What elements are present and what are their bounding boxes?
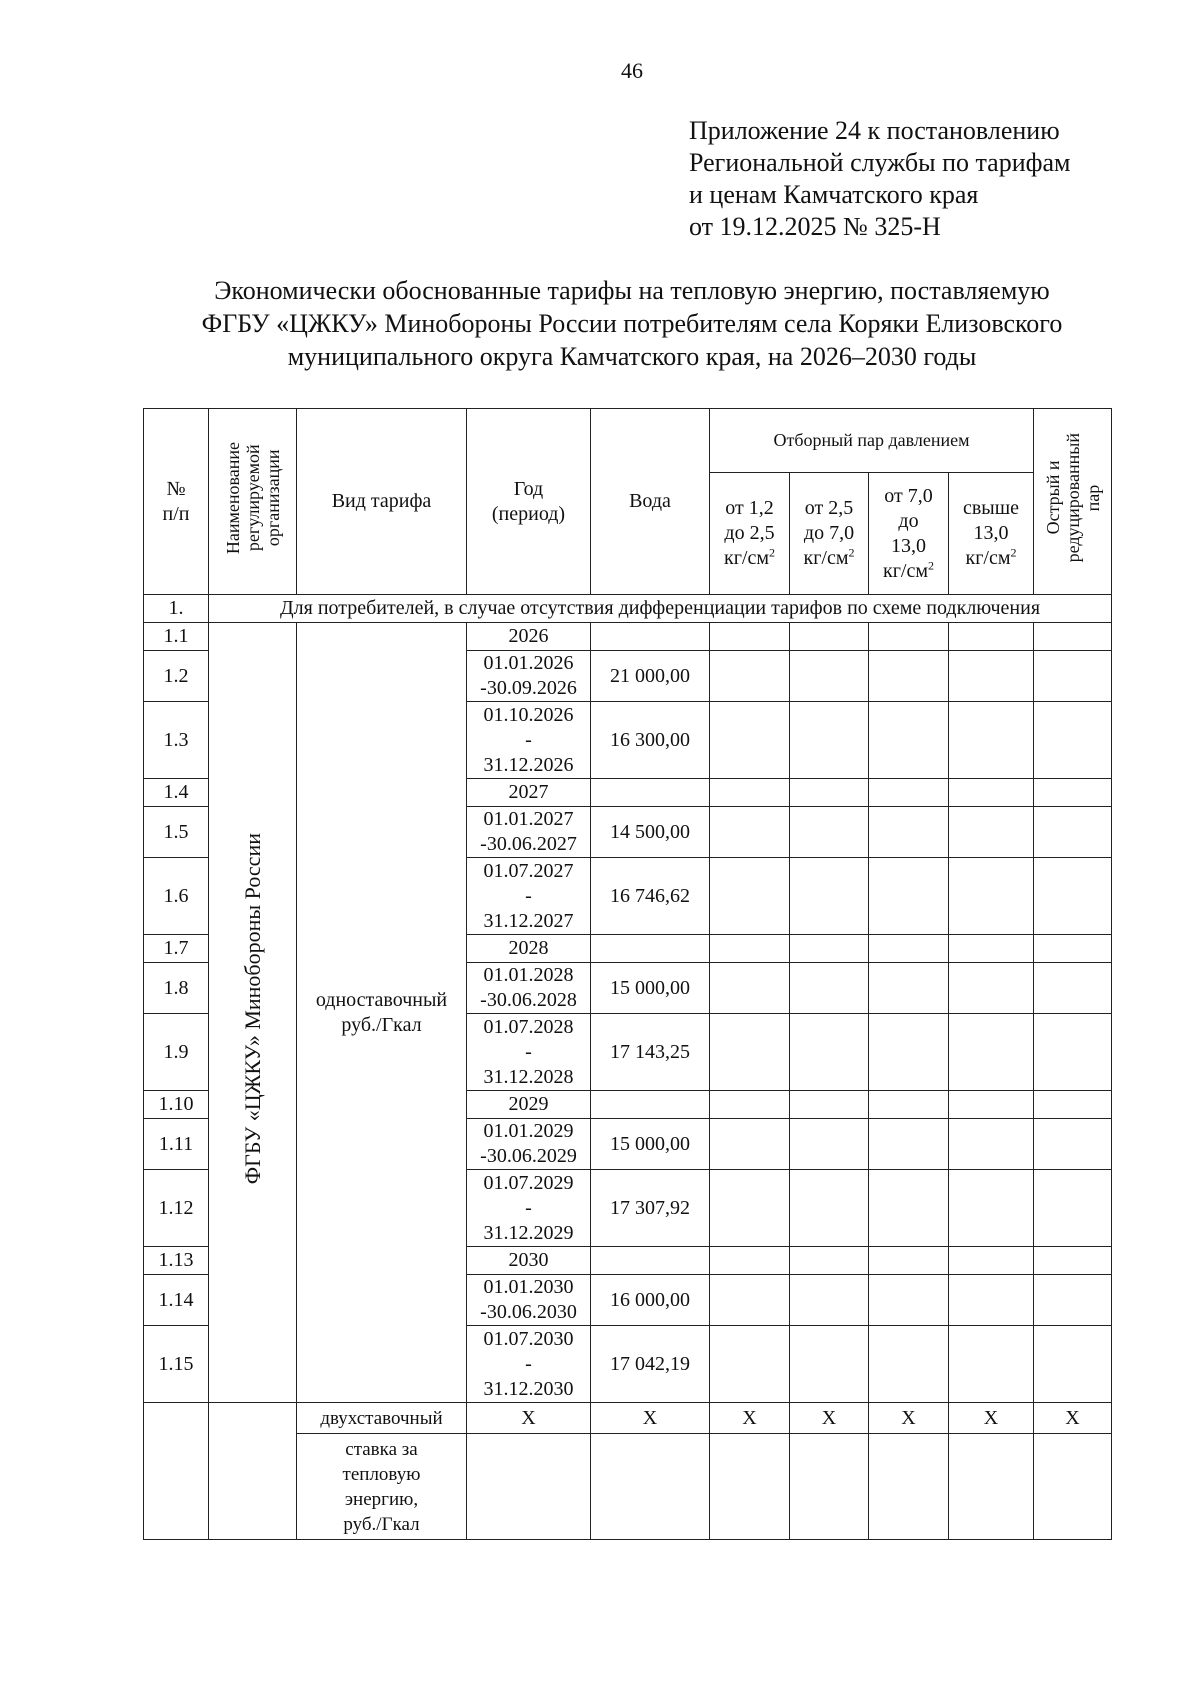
section-number: 1. (144, 595, 209, 623)
header-pressure-2: от 2,5 до 7,0 $кг/см^2$ (790, 473, 869, 595)
header-pressure-4: свыше 13,0 $кг/см^2$ (949, 473, 1034, 595)
water-cell: 15 000,00 (591, 963, 710, 1014)
header-year-line: (период) (491, 502, 566, 525)
organization-cell (209, 1403, 297, 1540)
na-mark: X (869, 1403, 949, 1434)
period-cell: 01.01.2026 -30.09.2026 (467, 651, 591, 702)
title-line: муниципального округа Камчатского края, на 2026–2030 годы (287, 342, 977, 371)
water-cell (591, 1091, 710, 1119)
na-mark: X (710, 1403, 790, 1434)
period-cell: 01.01.2028 -30.06.2028 (467, 963, 591, 1014)
period-cell: 01.01.2030 -30.06.2030 (467, 1275, 591, 1326)
header-steam-group: Отборный пар давлением (710, 409, 1034, 473)
water-cell (591, 935, 710, 963)
water-cell (591, 623, 710, 651)
appendix-reference (689, 115, 1070, 243)
section-row (144, 595, 1112, 623)
energy-rate-label: ставка за тепловую энергию, руб./Гкал (297, 1434, 467, 1540)
period-cell: 01.01.2029 -30.06.2029 (467, 1119, 591, 1170)
period-cell: 01.07.2027 - 31.12.2027 (467, 858, 591, 935)
water-cell: 16 000,00 (591, 1275, 710, 1326)
na-mark: X (591, 1403, 710, 1434)
na-mark: X (949, 1403, 1034, 1434)
water-cell: 14 500,00 (591, 807, 710, 858)
na-mark: X (467, 1403, 591, 1434)
row-number: 1.8 (144, 963, 209, 1014)
year-cell: 2029 (467, 1091, 591, 1119)
water-cell (591, 779, 710, 807)
header-year-line: Год (513, 477, 544, 500)
period-cell: 01.01.2027 -30.06.2027 (467, 807, 591, 858)
appendix-line: Региональной службы по тарифам (689, 148, 1071, 177)
appendix-line: от 19.12.2025 № 325-Н (689, 212, 941, 241)
row-number: 1.11 (144, 1119, 209, 1170)
water-cell: 21 000,00 (591, 651, 710, 702)
year-cell: 2028 (467, 935, 591, 963)
row-number: 1.9 (144, 1014, 209, 1091)
water-cell: 17 307,92 (591, 1170, 710, 1247)
header-year (467, 409, 591, 595)
two-rate-row (144, 1403, 1112, 1434)
header-pressure-1: от 1,2 до 2,5 $кг/см^2$ (710, 473, 790, 595)
single-rate-unit: руб./Гкал (341, 1013, 422, 1036)
water-cell: 16 746,62 (591, 858, 710, 935)
two-rate-label: двухставочный (297, 1403, 467, 1434)
appendix-line: и ценам Камчатского края (689, 180, 979, 209)
title-line: Экономически обоснованные тарифы на тепловую энергию, поставляемую (214, 276, 1050, 305)
organization-cell (209, 623, 297, 1403)
organization-name: ФГБУ «ЦЖКУ» Минобороны России (240, 833, 265, 1185)
water-cell: 17 143,25 (591, 1014, 710, 1091)
page-number: 46 (621, 58, 643, 83)
year-cell: 2030 (467, 1247, 591, 1275)
single-rate-label: одноставочный (315, 988, 448, 1011)
row-number: 1.3 (144, 702, 209, 779)
row-number: 1.12 (144, 1170, 209, 1247)
water-cell: 15 000,00 (591, 1119, 710, 1170)
document-title (130, 274, 1134, 373)
header-number-line: № (166, 477, 186, 500)
period-cell: 01.07.2030 - 31.12.2030 (467, 1326, 591, 1403)
header-sharp-steam-text: Острый и редуцированный пар (1042, 433, 1103, 563)
section-title: Для потребителей, в случае отсутствия дифференциации тарифов по схеме подключения (209, 595, 1112, 623)
na-mark: X (790, 1403, 869, 1434)
tariff-table (143, 408, 1112, 1540)
row-number: 1.5 (144, 807, 209, 858)
period-cell: 01.07.2029 - 31.12.2029 (467, 1170, 591, 1247)
single-rate-cell (297, 623, 467, 1403)
row-number: 1.4 (144, 779, 209, 807)
year-cell: 2027 (467, 779, 591, 807)
row-number: 1.2 (144, 651, 209, 702)
header-pressure-3: от 7,0 до 13,0 $кг/см^2$ (869, 473, 949, 595)
appendix-line: Приложение 24 к постановлению (689, 116, 1060, 145)
row-number (144, 1403, 209, 1540)
row-number: 1.13 (144, 1247, 209, 1275)
header-organization (209, 409, 297, 595)
row-number: 1.14 (144, 1275, 209, 1326)
period-cell: 01.07.2028 - 31.12.2028 (467, 1014, 591, 1091)
header-sharp-steam (1034, 409, 1112, 595)
header-row (144, 409, 1112, 473)
water-cell (591, 1247, 710, 1275)
header-tariff-type: Вид тарифа (297, 409, 467, 595)
na-mark: X (1034, 1403, 1112, 1434)
water-cell: 16 300,00 (591, 702, 710, 779)
water-cell: 17 042,19 (591, 1326, 710, 1403)
title-line: ФГБУ «ЦЖКУ» Минобороны России потребителям села Коряки Елизовского (201, 309, 1063, 338)
header-water: Вода (591, 409, 710, 595)
header-number-line: п/п (162, 502, 190, 525)
row-number: 1.15 (144, 1326, 209, 1403)
row-number: 1.6 (144, 858, 209, 935)
table-row (144, 623, 1112, 651)
row-number: 1.1 (144, 623, 209, 651)
row-number: 1.10 (144, 1091, 209, 1119)
year-cell: 2026 (467, 623, 591, 651)
header-number (144, 409, 209, 595)
period-cell: 01.10.2026 - 31.12.2026 (467, 702, 591, 779)
header-organization-text: Наименование регулируемой организации (222, 441, 283, 555)
row-number: 1.7 (144, 935, 209, 963)
